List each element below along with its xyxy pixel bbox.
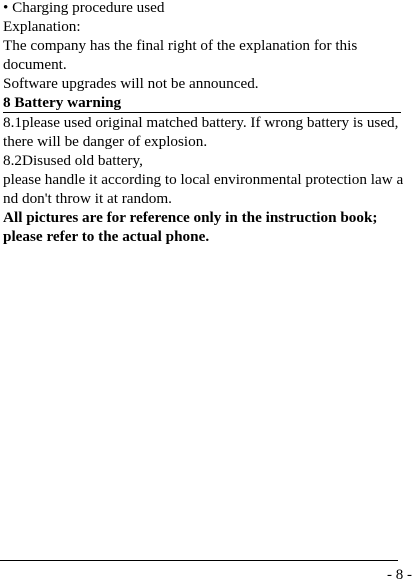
item-8-1-line-2: there will be danger of explosion. xyxy=(3,133,208,150)
software-upgrade-note: Software upgrades will not be announced. xyxy=(3,75,259,92)
document-page xyxy=(3,0,414,246)
item-8-2-line-3: nd don't throw it at random. xyxy=(3,190,172,207)
item-8-1-line-1: 8.1please used original matched battery. If wrong battery is used, xyxy=(3,112,401,132)
footer-divider xyxy=(0,560,398,561)
page-number: - 8 - xyxy=(387,567,412,583)
explanation-text-line-1: The company has the final right of the explanation for this xyxy=(3,37,358,54)
explanation-text-line-2: document. xyxy=(3,56,67,73)
section-heading-battery-warning: 8 Battery warning xyxy=(3,94,122,111)
item-8-2-line-2: please handle it according to local environmental protection law a xyxy=(3,171,404,188)
notice-line-1: All pictures are for reference only in the instruction book; xyxy=(3,209,378,226)
item-8-2-line-1: 8.2Disused old battery, xyxy=(3,152,143,169)
notice-line-2: please refer to the actual phone. xyxy=(3,228,210,245)
bullet-charging-procedure: • Charging procedure used xyxy=(3,0,165,16)
explanation-label: Explanation: xyxy=(3,18,81,35)
